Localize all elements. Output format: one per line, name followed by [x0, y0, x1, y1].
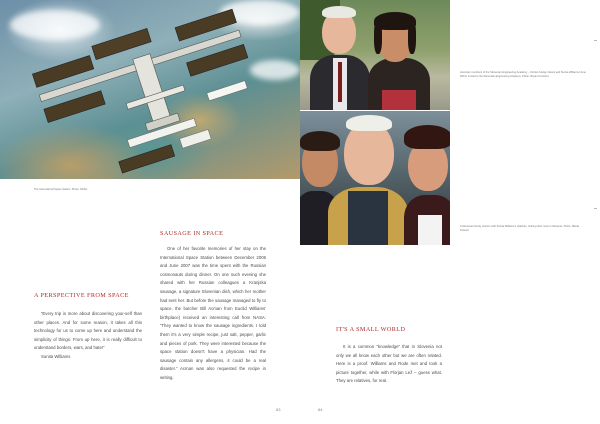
page-number-left: 83: [276, 407, 281, 412]
iss-photo-caption: The International Space Station. Photo: NASA: [34, 188, 88, 191]
sausage-heading: SAUSAGE IN SPACE: [160, 230, 224, 237]
perspective-body: [34, 310, 142, 362]
iss-photo: [0, 0, 300, 179]
sausage-body: [160, 245, 266, 383]
people-photo-1: [300, 0, 450, 110]
people-photo-2-caption: A Slovenian family reunion with Sunita Williams's relatives, sharing their roots in Slovenia. Photo: Nikola Kosevic: [460, 225, 579, 232]
margin-mark: [594, 40, 597, 41]
small-world-paragraph: It is a common “knowledge” that in Slovenia not only we all know each other but we are often related. Here is a proof. Williams and Rode met and took a picture together, while with Florjan Lež – guess what. They are relatives, for real.: [336, 344, 442, 384]
margin-mark: [594, 208, 597, 209]
sausage-paragraph: One of her favorite memories of her stay on the International Space Station between December 2006 and June 2007 was the time spent with the Russian cosmonauts during dinner. On one such evening she shared with her Russian colleagues a Kranjska sausage, a signature Slovenian dish, which her mother had sent her. But before the sausage managed to fly to space, the butcher Bill Acman from Euclid Williams' birthplace) received an interesting call from NASA: “They wanted to know the sausage ingredients. I told them it's a very simple recipe, just salt, pepper, garlic and pieces of pork. They were interested because the space station doesn't have a physician. Had the sausage contain any allergens, it could be a real disaster.” Acman was also requested the recipe in writing.: [160, 246, 266, 380]
people-photo-2: [300, 111, 450, 245]
page-number-right: 84: [318, 407, 323, 412]
perspective-heading: A PERSPECTIVE FROM SPACE: [34, 292, 129, 299]
small-world-heading: IT'S A SMALL WORLD: [336, 326, 406, 333]
perspective-attribution: Sunita Williams: [41, 353, 71, 359]
small-world-body: [336, 343, 442, 386]
people-photo-1-caption: Honorary members of the Slovenian Engineering Academy – Florian Kostja, Naomi and Sunita Williams (June 2010), invited to the Slovenian Engineering Academy. Photo: Boyan Kosovics: [460, 71, 586, 78]
space-station-drawing: [0, 0, 300, 179]
perspective-quote: “Every trip is more about discovering your-self than other places. And for some reason, it takes all this technology for us to come up here and understand the simplicity of things. From up here, it is really difficult to understand borders, wars, and hate!”: [34, 311, 142, 351]
